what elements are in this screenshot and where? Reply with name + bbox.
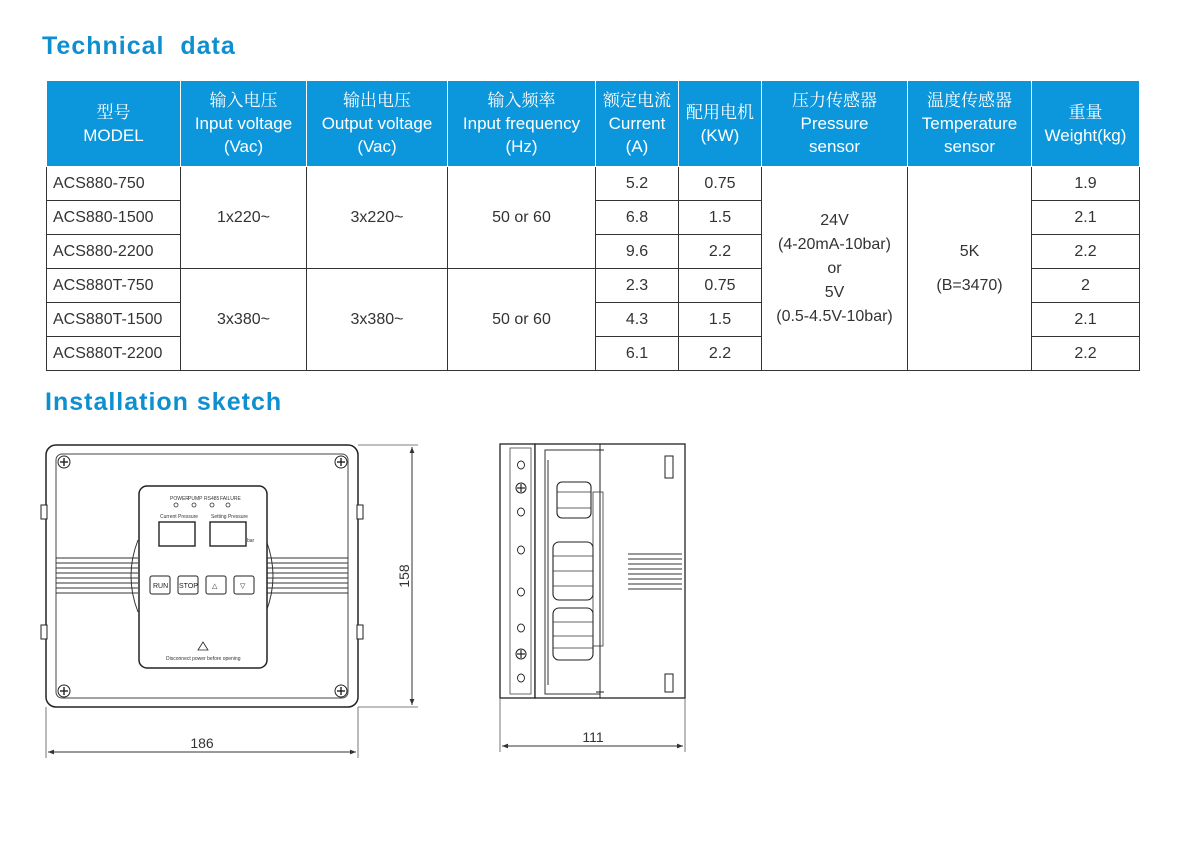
model-cell: ACS880-750 [47,167,181,201]
led-label-failure: FAILURE [220,496,241,502]
width-dimension: 186 [190,735,214,751]
output-voltage-cell: 3x220~ [307,167,448,269]
mounting-plate [500,444,535,698]
warning-text: Disconnect power before opening [166,656,241,662]
led-label-pump: PUMP [188,496,203,502]
header-current: 额定电流 Current (A) [596,81,679,167]
current-cell: 9.6 [596,235,679,269]
header-temperature-sensor: 温度传感器 Temperature sensor [908,81,1032,167]
side-dimensions [500,698,685,752]
weight-cell: 2 [1032,269,1140,303]
current-cell: 2.3 [596,269,679,303]
down-arrow-icon: ▽ [240,583,246,590]
header-pressure-sensor: 压力传感器 Pressure sensor [762,81,908,167]
motor-cell: 1.5 [679,303,762,337]
table-row [47,167,1140,201]
setting-pressure-label: Setting Pressure [211,514,248,520]
current-cell: 5.2 [596,167,679,201]
model-cell: ACS880T-750 [47,269,181,303]
technical-data-table [46,80,1140,371]
motor-cell: 0.75 [679,269,762,303]
output-voltage-cell: 3x380~ [307,269,448,371]
installation-sketch-title: Installation sketch [45,388,283,416]
header-weight: 重量 Weight(kg) [1032,81,1140,167]
side-bump [41,625,47,639]
weight-cell: 2.1 [1032,303,1140,337]
current-cell: 6.1 [596,337,679,371]
height-dimension: 158 [396,564,412,588]
temperature-sensor-cell: 5K (B=3470) [908,167,1032,371]
frequency-cell: 50 or 60 [448,269,596,371]
current-pressure-display [159,522,195,546]
current-cell: 6.8 [596,201,679,235]
bar-unit-label: bar [247,538,255,544]
input-voltage-cell: 1x220~ [181,167,307,269]
weight-cell: 2.2 [1032,235,1140,269]
led-label-rs485: RS485 [204,496,220,502]
current-cell: 4.3 [596,303,679,337]
header-output-voltage: 输出电压 Output voltage (Vac) [307,81,448,167]
led-label-power: POWER [170,496,189,502]
motor-cell: 2.2 [679,235,762,269]
motor-cell: 1.5 [679,201,762,235]
weight-cell: 2.2 [1032,337,1140,371]
weight-cell: 1.9 [1032,167,1140,201]
header-motor: 配用电机 (KW) [679,81,762,167]
lid-latch [665,456,673,478]
motor-cell: 2.2 [679,337,762,371]
run-button-label: RUN [153,583,169,590]
side-bump [41,505,47,519]
up-arrow-icon: △ [212,583,218,590]
side-bump [357,505,363,519]
model-cell: ACS880T-1500 [47,303,181,337]
stop-button-label: STOP [179,583,198,590]
installation-sketch [0,430,760,770]
depth-dimension: 111 [582,729,604,745]
model-cell: ACS880-2200 [47,235,181,269]
pressure-sensor-cell: 24V (4-20mA-10bar) or 5V (0.5-4.5V-10bar) [762,167,908,371]
header-model: 型号 MODEL [47,81,181,167]
lid-latch [665,674,673,692]
weight-cell: 2.1 [1032,201,1140,235]
model-cell: ACS880T-2200 [47,337,181,371]
motor-cell: 0.75 [679,167,762,201]
input-voltage-cell: 3x380~ [181,269,307,371]
front-view [41,445,363,707]
model-cell: ACS880-1500 [47,201,181,235]
header-input-voltage: 输入电压 Input voltage (Vac) [181,81,307,167]
frequency-cell: 50 or 60 [448,167,596,269]
current-pressure-label: Current Pressure [160,514,199,520]
technical-data-title: Technical data [42,32,236,60]
table-header-row [47,81,1140,167]
setting-pressure-display [210,522,246,546]
side-bump [357,625,363,639]
side-view [500,444,685,698]
header-input-frequency: 输入频率 Input frequency (Hz) [448,81,596,167]
